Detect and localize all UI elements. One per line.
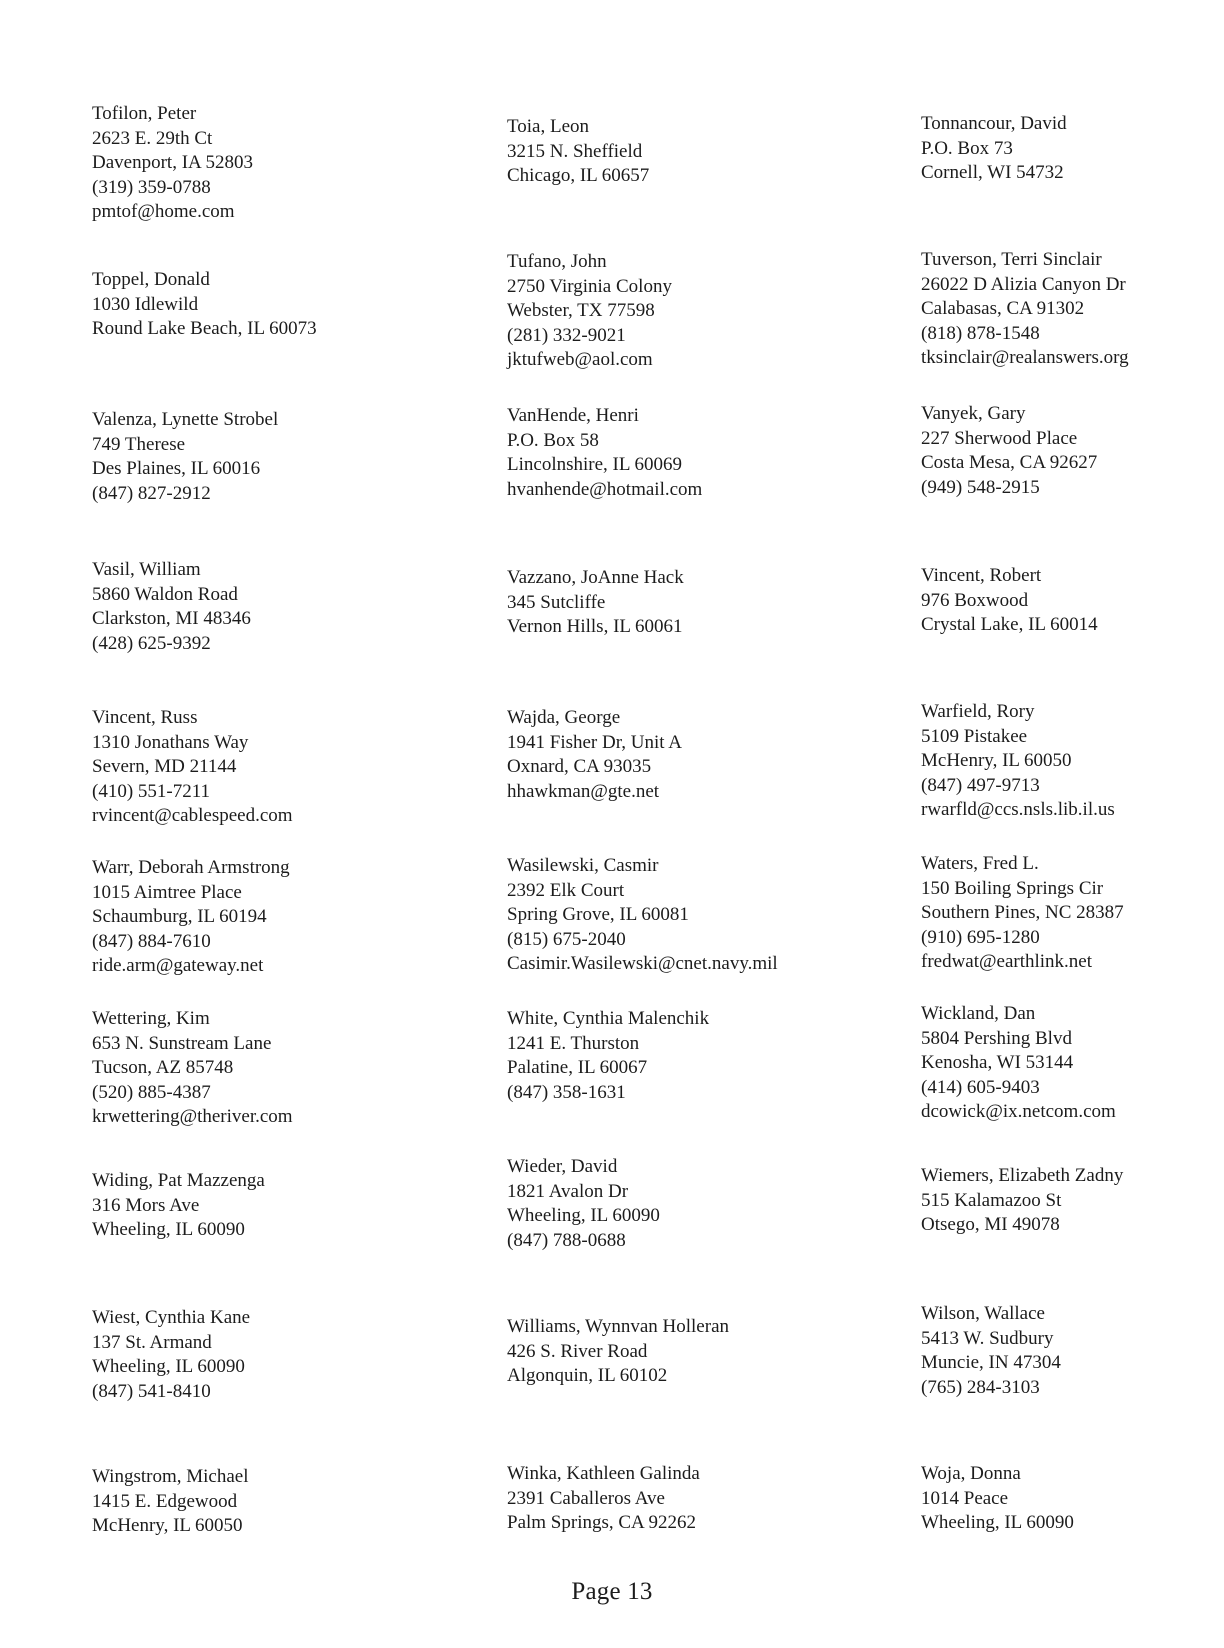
entry-line: tksinclair@realanswers.org xyxy=(921,347,1129,368)
entry-line: 150 Boiling Springs Cir xyxy=(921,877,1104,899)
entry-name: Wiest, Cynthia Kane xyxy=(92,1307,251,1328)
entry-name: Vazzano, JoAnne Hack xyxy=(507,567,684,588)
page-number: Page 13 xyxy=(571,1578,653,1605)
entry-line: 749 Therese xyxy=(92,433,186,455)
address-entry xyxy=(921,1302,1061,1400)
entry-name: Warr, Deborah Armstrong xyxy=(92,857,290,878)
entry-line: Oxnard, CA 93035 xyxy=(507,756,652,777)
address-entry xyxy=(507,1462,700,1536)
entry-line: Calabasas, CA 91302 xyxy=(921,298,1085,319)
entry-line: 5860 Waldon Road xyxy=(92,583,238,605)
entry-line: McHenry, IL 60050 xyxy=(92,1515,243,1536)
entry-line: Schaumburg, IL 60194 xyxy=(92,906,267,927)
entry-line: hvanhende@hotmail.com xyxy=(507,478,703,500)
address-entry xyxy=(507,566,684,640)
entry-line: (520) 885-4387 xyxy=(92,1081,211,1103)
entry-line: Wheeling, IL 60090 xyxy=(92,1219,245,1240)
address-entry xyxy=(921,1462,1074,1536)
address-entry xyxy=(507,1315,729,1389)
entry-line: (281) 332-9021 xyxy=(507,324,626,346)
entry-line: (847) 884-7610 xyxy=(92,930,211,952)
entry-name: Vincent, Robert xyxy=(921,565,1042,586)
address-entry xyxy=(92,102,253,225)
address-entry xyxy=(92,408,278,506)
entry-line: (847) 497-9713 xyxy=(921,774,1040,796)
entry-line: jktufweb@aol.com xyxy=(507,349,653,370)
entry-line: P.O. Box 58 xyxy=(507,429,599,451)
entry-name: Warfield, Rory xyxy=(921,701,1035,722)
entry-line: 2391 Caballeros Ave xyxy=(507,1487,665,1509)
entry-line: 1014 Peace xyxy=(921,1487,1009,1509)
entry-line: Wheeling, IL 60090 xyxy=(507,1205,660,1226)
entry-line: Algonquin, IL 60102 xyxy=(507,1365,668,1386)
entry-line: Webster, TX 77598 xyxy=(507,300,655,321)
entry-line: (414) 605-9403 xyxy=(921,1076,1040,1098)
address-entry xyxy=(507,706,682,804)
entry-line: 515 Kalamazoo St xyxy=(921,1189,1062,1211)
entry-line: 653 N. Sunstream Lane xyxy=(92,1032,272,1054)
entry-name: Wiemers, Elizabeth Zadny xyxy=(921,1165,1124,1186)
entry-name: Tufano, John xyxy=(507,251,607,272)
entry-line: Spring Grove, IL 60081 xyxy=(507,904,689,925)
address-entry xyxy=(921,402,1097,500)
entry-name: Waters, Fred L. xyxy=(921,853,1039,874)
entry-line: 316 Mors Ave xyxy=(92,1194,200,1216)
address-entry xyxy=(92,1007,293,1130)
entry-line: 26022 D Alizia Canyon Dr xyxy=(921,273,1126,295)
entry-name: Wingstrom, Michael xyxy=(92,1466,249,1487)
entry-line: Davenport, IA 52803 xyxy=(92,152,253,173)
entry-line: 5413 W. Sudbury xyxy=(921,1327,1054,1349)
entry-line: ride.arm@gateway.net xyxy=(92,955,264,976)
address-entry xyxy=(92,706,293,829)
address-entry xyxy=(921,1002,1116,1125)
entry-name: Widing, Pat Mazzenga xyxy=(92,1170,265,1191)
entry-line: dcowick@ix.netcom.com xyxy=(921,1101,1116,1122)
entry-name: Tofilon, Peter xyxy=(92,103,197,124)
entry-line: 1941 Fisher Dr, Unit A xyxy=(507,731,682,753)
entry-line: Palm Springs, CA 92262 xyxy=(507,1512,696,1533)
address-entry xyxy=(507,1155,660,1253)
entry-name: Tuverson, Terri Sinclair xyxy=(921,249,1102,270)
entry-name: Woja, Donna xyxy=(921,1463,1021,1484)
entry-line: pmtof@home.com xyxy=(92,201,235,222)
entry-line: rwarfld@ccs.nsls.lib.il.us xyxy=(921,799,1115,820)
entry-name: Wilson, Wallace xyxy=(921,1303,1045,1324)
entry-line: (847) 541-8410 xyxy=(92,1380,211,1402)
entry-line: 2623 E. 29th Ct xyxy=(92,127,213,149)
entry-name: Wettering, Kim xyxy=(92,1008,210,1029)
entry-line: Kenosha, WI 53144 xyxy=(921,1052,1074,1073)
address-entry xyxy=(507,854,778,977)
address-entry xyxy=(92,268,317,342)
entry-line: Wheeling, IL 60090 xyxy=(921,1512,1074,1533)
entry-line: 1310 Jonathans Way xyxy=(92,731,249,753)
entry-name: VanHende, Henri xyxy=(507,405,639,426)
address-entry xyxy=(507,250,672,373)
entry-line: 137 St. Armand xyxy=(92,1331,212,1353)
entry-line: fredwat@earthlink.net xyxy=(921,951,1093,972)
address-entry xyxy=(921,1164,1123,1238)
entry-line: 1015 Aimtree Place xyxy=(92,881,242,903)
entry-name: Wajda, George xyxy=(507,707,621,728)
address-entry xyxy=(507,1007,709,1105)
address-entry xyxy=(92,1465,248,1539)
address-entry xyxy=(507,115,649,189)
entry-line: Southern Pines, NC 28387 xyxy=(921,902,1124,923)
entry-line: (949) 548-2915 xyxy=(921,476,1040,498)
entry-line: 5804 Pershing Blvd xyxy=(921,1027,1072,1049)
entry-line: Des Plaines, IL 60016 xyxy=(92,458,261,479)
entry-name: Valenza, Lynette Strobel xyxy=(92,409,279,430)
entry-line: (765) 284-3103 xyxy=(921,1376,1040,1398)
entry-line: 5109 Pistakee xyxy=(921,725,1028,747)
address-entry xyxy=(921,112,1067,186)
entry-line: 2392 Elk Court xyxy=(507,879,625,901)
entry-line: 227 Sherwood Place xyxy=(921,427,1078,449)
entry-line: Muncie, IN 47304 xyxy=(921,1352,1061,1373)
entry-line: rvincent@cablespeed.com xyxy=(92,805,293,826)
address-entry xyxy=(921,564,1098,638)
entry-line: 1415 E. Edgewood xyxy=(92,1490,238,1512)
entry-line: Severn, MD 21144 xyxy=(92,756,237,777)
entry-name: Vasil, William xyxy=(92,559,201,580)
entry-name: Wieder, David xyxy=(507,1156,618,1177)
entry-line: (815) 675-2040 xyxy=(507,928,626,950)
entry-line: McHenry, IL 60050 xyxy=(921,750,1072,771)
entry-name: Wickland, Dan xyxy=(921,1003,1036,1024)
entry-line: (910) 695-1280 xyxy=(921,926,1040,948)
entry-line: Tucson, AZ 85748 xyxy=(92,1057,234,1078)
entry-line: hhawkman@gte.net xyxy=(507,780,660,802)
entry-line: Clarkston, MI 48346 xyxy=(92,608,251,629)
address-entry xyxy=(507,404,702,502)
entry-line: P.O. Box 73 xyxy=(921,137,1013,159)
entry-line: Otsego, MI 49078 xyxy=(921,1214,1060,1235)
entry-name: Vincent, Russ xyxy=(92,707,198,728)
entry-line: (818) 878-1548 xyxy=(921,322,1040,344)
entry-line: 1821 Avalon Dr xyxy=(507,1180,629,1202)
entry-line: krwettering@theriver.com xyxy=(92,1106,293,1127)
entry-line: (847) 358-1631 xyxy=(507,1081,626,1103)
entry-line: Wheeling, IL 60090 xyxy=(92,1356,245,1377)
address-entry xyxy=(921,248,1129,371)
entry-line: 1030 Idlewild xyxy=(92,293,199,315)
entry-line: (410) 551-7211 xyxy=(92,780,211,802)
entry-line: Crystal Lake, IL 60014 xyxy=(921,614,1098,635)
entry-name: Wasilewski, Casmir xyxy=(507,855,659,876)
entry-name: Winka, Kathleen Galinda xyxy=(507,1463,700,1484)
entry-name: Tonnancour, David xyxy=(921,113,1067,134)
address-entry xyxy=(92,1169,265,1243)
entry-name: Williams, Wynnvan Holleran xyxy=(507,1316,729,1337)
entry-line: Lincolnshire, IL 60069 xyxy=(507,454,683,475)
entry-line: 1241 E. Thurston xyxy=(507,1032,640,1054)
entry-name: Toia, Leon xyxy=(507,116,590,137)
entry-line: (847) 827-2912 xyxy=(92,482,211,504)
entry-line: Costa Mesa, CA 92627 xyxy=(921,452,1098,473)
entry-line: Casimir.Wasilewski@cnet.navy.mil xyxy=(507,953,778,974)
entry-line: 2750 Virginia Colony xyxy=(507,275,672,297)
entry-line: 426 S. River Road xyxy=(507,1340,648,1362)
entry-line: Round Lake Beach, IL 60073 xyxy=(92,318,317,339)
entry-line: 976 Boxwood xyxy=(921,589,1029,611)
address-entry xyxy=(92,558,251,656)
entry-line: Cornell, WI 54732 xyxy=(921,162,1064,183)
entry-line: (428) 625-9392 xyxy=(92,632,211,654)
address-entry xyxy=(92,1306,250,1404)
address-entry xyxy=(92,856,290,979)
entry-line: Chicago, IL 60657 xyxy=(507,165,650,186)
address-entry xyxy=(921,852,1124,975)
entry-line: (319) 359-0788 xyxy=(92,176,211,198)
entry-name: Vanyek, Gary xyxy=(921,403,1026,424)
entry-line: Vernon Hills, IL 60061 xyxy=(507,616,683,637)
entry-line: Palatine, IL 60067 xyxy=(507,1057,648,1078)
entry-line: 3215 N. Sheffield xyxy=(507,140,643,162)
address-entry xyxy=(921,700,1115,823)
entry-line: 345 Sutcliffe xyxy=(507,591,606,613)
entry-name: White, Cynthia Malenchik xyxy=(507,1008,710,1029)
entry-line: (847) 788-0688 xyxy=(507,1229,626,1251)
entry-name: Toppel, Donald xyxy=(92,269,210,290)
